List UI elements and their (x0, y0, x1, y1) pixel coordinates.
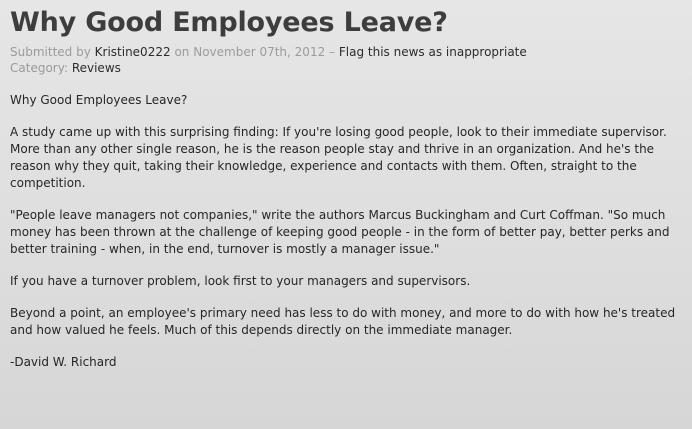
category-link[interactable]: Reviews (71, 61, 121, 75)
flag-link[interactable]: Flag this news as inappropriate (338, 45, 527, 59)
article-title: Why Good Employees Leave? (10, 7, 448, 38)
paragraph-turnover: If you have a turnover problem, look first to your managers and supervisors. (10, 274, 471, 288)
article-body (10, 92, 682, 371)
on-label: on (174, 45, 190, 59)
post-date: November 07th, 2012 (193, 45, 326, 59)
article-category (10, 60, 682, 76)
article-meta (10, 44, 682, 60)
meta-separator: – (329, 45, 336, 59)
category-label: Category: (10, 61, 68, 75)
paragraph-quote: "People leave managers not companies," write the authors Marcus Buckingham and Curt Coffman. "So much money has been thrown at the challenge of keeping good people - in the form of better pay, better perks and better training - when, in the end, turnover is mostly a manager issue." (10, 208, 670, 256)
paragraph-needs: Beyond a point, an employee's primary need has less to do with money, and more to do with how he's treated and how valued he feels. Much of this depends directly on the immediate manager. (10, 306, 676, 337)
paragraph-intro: Why Good Employees Leave? (10, 93, 188, 107)
author-signature: -David W. Richard (10, 355, 117, 369)
author-link[interactable]: Kristine0222 (94, 45, 171, 59)
submitted-by-label: Submitted by (10, 45, 91, 59)
paragraph-study: A study came up with this surprising finding: If you're losing good people, look to their immediate supervisor. More than any other single reason, he is the reason people stay and thrive in an organization. And he's the reason why they quit, taking their knowledge, experience and contacts with them. Often, straight to the competition. (10, 125, 667, 190)
